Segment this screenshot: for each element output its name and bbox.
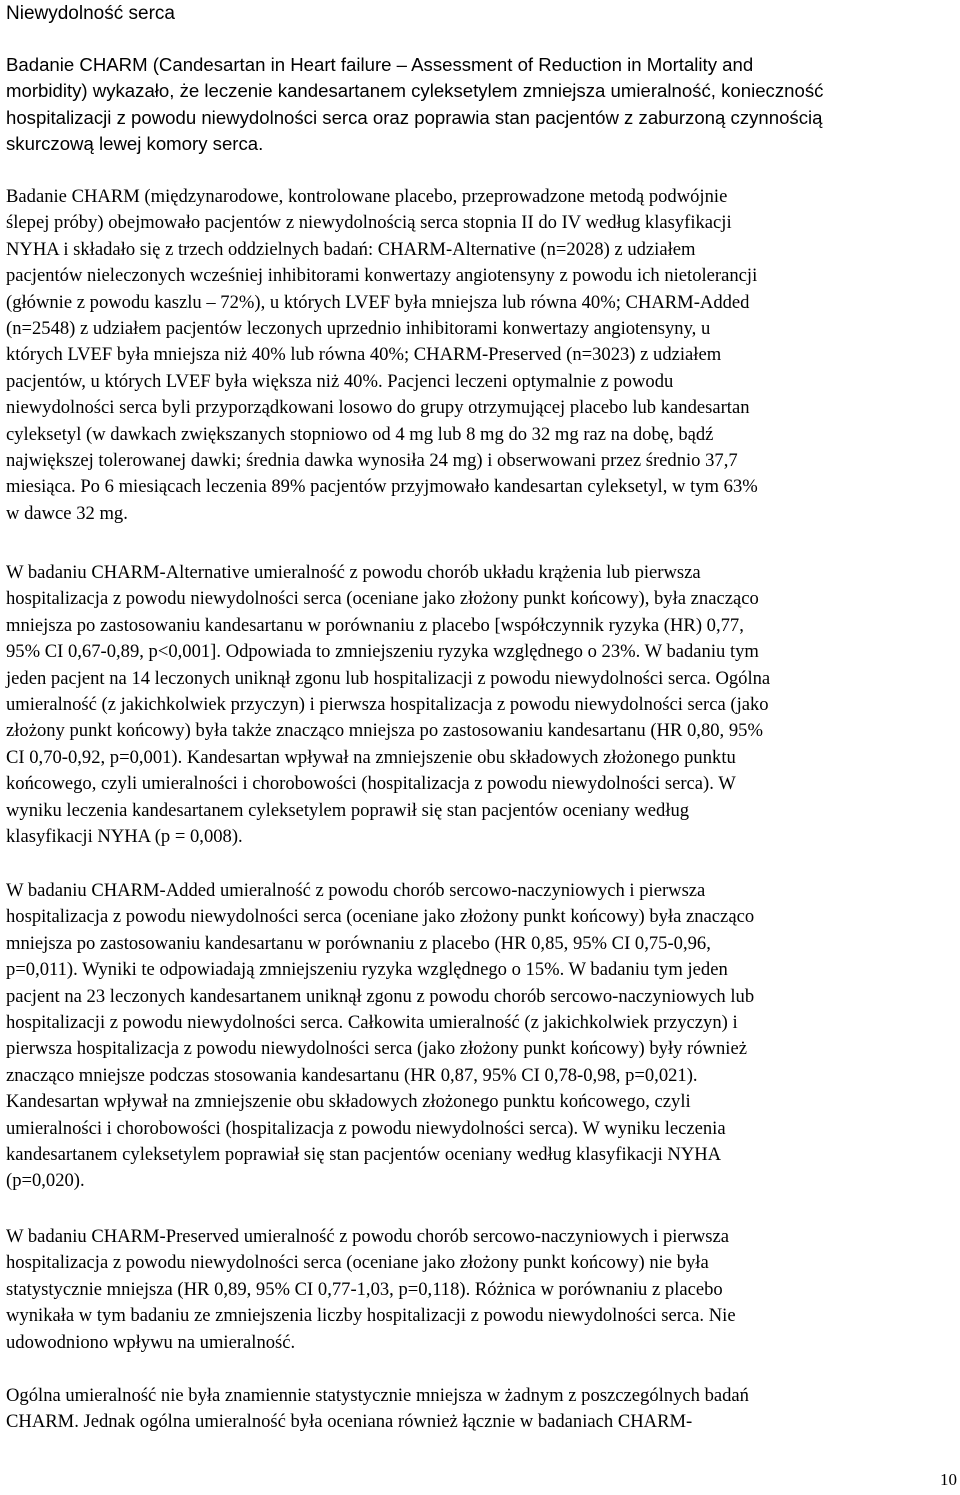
text-line: największej tolerowanej dawki; średnia dawka wynosiła 24 mg) i obserwowani przez średnio 37,7 [6,450,738,472]
text-line: hospitalizacja z powodu niewydolności serca (oceniane jako złożony punkt końcowy) nie była [6,1252,709,1274]
text-line: umieralności i chorobowości (hospitalizacja z powodu niewydolności serca). W wyniku leczenia [6,1117,726,1139]
text-line: hospitalizacji z powodu niewydolności serca oraz poprawia stan pacjentów z zaburzoną czynnością [6,106,823,128]
text-line: hospitalizacja z powodu niewydolności serca (oceniane jako złożony punkt końcowy) była znacząco [6,906,755,928]
text-line: (głównie z powodu kaszlu – 72%), u których LVEF była mniejsza lub równa 40%; CHARM-Added [6,291,750,313]
paragraph-overall-mortality [6,1383,749,1436]
text-line: złożony punkt końcowy) była także znacząco mniejsza po zastosowaniu kandesartanu (HR 0,80, 95% [6,720,763,742]
text-line: Ogólna umieralność nie była znamiennie statystycznie mniejsza w żadnym z poszczególnych badań [6,1385,749,1406]
text-line: ślepej próby) obejmowało pacjentów z niewydolnością serca stopnia II do IV według klasyfikacji [6,212,732,234]
text-line: (p=0,020). [6,1170,85,1192]
text-line: klasyfikacji NYHA (p = 0,008). [6,826,243,848]
text-line: pacjentów, u których LVEF była większa niż 40%. Pacjenci leczeni optymalnie z powodu [6,370,674,392]
text-line: Kandesartan wpływał na zmniejszenie obu składowych złożonego punktu końcowego, czyli [6,1091,691,1113]
text-line: Badanie CHARM (Candesartan in Heart failure – Assessment of Reduction in Mortality and [6,54,754,75]
paragraph-intro [6,52,823,158]
text-line: pacjentów nieleczonych wcześniej inhibitorami konwertazy angiotensyny z powodu ich nietolerancji [6,265,758,287]
text-line: udowodniono wpływu na umieralność. [6,1331,296,1353]
text-line: W badaniu CHARM-Alternative umieralność z powodu chorób układu krążenia lub pierwsza [6,562,701,583]
paragraph-charm-preserved [6,1224,736,1356]
text-line: Badanie CHARM (międzynarodowe, kontrolowane placebo, przeprowadzone metodą podwójnie [6,186,728,207]
text-line: pacjent na 23 leczonych kandesartanem uniknął zgonu z powodu chorób sercowo-naczyniowych lub [6,985,755,1007]
text-line: W badaniu CHARM-Preserved umieralność z powodu chorób sercowo-naczyniowych i pierwsza [6,1226,730,1247]
text-line: jeden pacjent na 14 leczonych uniknął zgonu lub hospitalizacji z powodu niewydolności serca. Ogólna [6,667,771,689]
text-line: pierwsza hospitalizacja z powodu niewydolności serca (jako złożony punkt końcowy) były również [6,1038,747,1060]
text-line: morbidity) wykazało, że leczenie kandesartanem cyleksetylem zmniejsza umieralność, konieczność [6,80,824,102]
paragraph-charm-added [6,878,754,1195]
text-line: W badaniu CHARM-Added umieralność z powodu chorób sercowo-naczyniowych i pierwsza [6,880,706,901]
text-line: niewydolności serca byli przyporządkowani losowo do grupy otrzymującej placebo lub kandesartan [6,397,750,419]
text-line: CI 0,70-0,92, p=0,001). Kandesartan wpływał na zmniejszenie obu składowych złożonego punktu [6,746,736,768]
text-line: (n=2548) z udziałem pacjentów leczonych uprzednio inhibitorami konwertazy angiotensyny, u [6,318,711,340]
text-line: hospitalizacja z powodu niewydolności serca (oceniane jako złożony punkt końcowy), była znacząco [6,588,759,610]
text-line: mniejsza po zastosowaniu kandesartanu w porównaniu z placebo (HR 0,85, 95% CI 0,75-0,96, [6,932,711,954]
text-line: statystycznie mniejsza (HR 0,89, 95% CI 0,77-1,03, p=0,118). Różnica w porównaniu z placebo [6,1278,723,1300]
page-number: 10 [940,1470,957,1489]
text-line: znacząco mniejsze podczas stosowania kandesartanu (HR 0,87, 95% CI 0,78-0,98, p=0,021). [6,1064,698,1086]
text-line: skurczową lewej komory serca. [6,133,264,155]
text-line: 95% CI 0,67-0,89, p<0,001]. Odpowiada to zmniejszeniu ryzyka względnego o 23%. W badaniu tym [6,641,759,663]
text-line: CHARM. Jednak ogólna umieralność była oceniana również łącznie w badaniach CHARM- [6,1411,693,1433]
text-line: hospitalizacji z powodu niewydolności serca. Całkowita umieralność (z jakichkolwiek przyczyn) i [6,1012,738,1034]
text-line: umieralność (z jakichkolwiek przyczyn) i pierwsza hospitalizacja z powodu niewydolności serca (jako [6,694,769,716]
text-line: kandesartanem cyleksetylem poprawiał się stan pacjentów oceniany według klasyfikacji NYHA [6,1144,722,1166]
text-line: końcowego, czyli umieralności i chorobowości (hospitalizacja z powodu niewydolności serca). W [6,773,736,795]
text-line: miesiąca. Po 6 miesiącach leczenia 89% pacjentów przyjmowało kandesartan cyleksetyl, w tym 63% [6,476,758,498]
text-line: w dawce 32 mg. [6,502,128,524]
text-line: mniejsza po zastosowaniu kandesartanu w porównaniu z placebo [współczynnik ryzyka (HR) 0,77, [6,614,744,636]
paragraph-study-design [6,184,758,527]
text-line: NYHA i składało się z trzech oddzielnych badań: CHARM-Alternative (n=2028) z udziałem [6,238,696,260]
paragraph-charm-alternative [6,560,770,850]
section-heading: Niewydolność serca [6,3,175,24]
text-line: których LVEF była mniejsza niż 40% lub równa 40%; CHARM-Preserved (n=3023) z udziałem [6,344,722,366]
text-line: p=0,011). Wyniki te odpowiadają zmniejszeniu ryzyka względnego o 15%. W badaniu tym jeden [6,959,728,981]
text-line: wyniku leczenia kandesartanem cyleksetylem poprawił się stan pacjentów oceniany według [6,799,690,821]
text-line: cyleksetyl (w dawkach zwiększanych stopniowo od 4 mg lub 8 mg do 32 mg raz na dobę, bądź [6,423,714,445]
text-line: wynikała w tym badaniu ze zmniejszenia liczby hospitalizacji z powodu niewydolności serca. Nie [6,1305,736,1327]
